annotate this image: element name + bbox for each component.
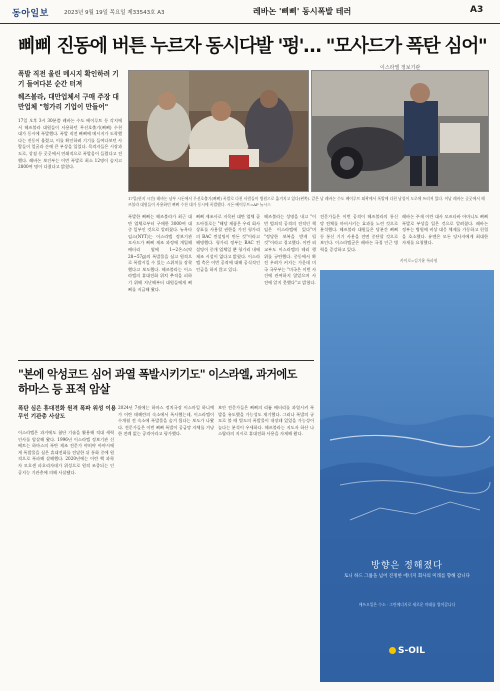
ad-brand-name: S-OIL: [398, 646, 425, 656]
ad-brand-logo: [320, 646, 494, 656]
article-column-1: 폭발한 삐삐는 헤즈볼라가 최근 대만 업체로부터 구매한 3000여 대 중 일부인 것으로 알려졌다. 뉴욕타임스(NYT)는 이스라엘 정보기관 모사드가 삐삐 제조 과정에 개입해 배터리 옆에 1~2온스(약 28~57g)의 폭발물을 심고 원격으로 폭발시킬 수 있는 스위치를 장착했다고 보도했다. 헤즈볼라는 이스라엘의 휴대전화 위치 추적을 피하기 위해 지난해부터 대원들에게 삐삐를 지급해 왔다.: [128, 214, 192, 292]
advertisement[interactable]: [320, 270, 494, 682]
lead-column: [18, 70, 122, 333]
second-story-column-3: 보안 전문가들은 삐삐의 리튬 배터리를 과열시켜 폭발을 유도했을 가능성도 제기했다. 그러나 폭발의 규모로 볼 때 별도의 폭발물이 내장돼 있었을 가능성이 높다는 분석이 우세하다. 헤즈볼라는 지도자 하산 나스랄라의 지시로 휴대전화 사용을 자제해 왔다.: [218, 405, 314, 437]
masthead: [0, 0, 500, 24]
section-divider: [18, 360, 314, 361]
article-column-4: 전문가들은 이번 공격이 헤즈볼라의 통신망 전체를 마비시키는 효과를 노린 것으로 분석했다. 헤즈볼라 대원들은 당분간 삐삐 등 통신 기기 사용을 전면 중단할 것으로 보인다. 이스라엘군은 레바논 국경 인근 병력을 증강하고 있다.: [320, 214, 398, 252]
photo-caption: 17일(현지 시간) 레바논 남부 시돈에서 무선호출기(삐삐) 폭발로 다친 사람들이 병원으로 옮겨지고 있다(왼쪽). 같은 날 레바논 수도 베이루트 외곽에서 폭발에 다친 남성이 도로에 쓰러져 있다. 이날 레바논 곳곳에서 헤즈볼라 대원들이 사용하던 삐삐 수천 대가 동시에 폭발했다. 시돈·베이루트=AP 뉴시스: [128, 196, 485, 207]
ad-title: 방향은 정해졌다: [371, 561, 443, 571]
headline-credit: 이스라엘 정보기관: [380, 65, 421, 71]
second-story-headline: "본에 악성코드 심어 과열 폭발시키기도" 이스라엘, 과거에도 하마스 등 표적 암살: [18, 368, 297, 396]
article-column-5: 레바논 주재 이란 대사 모즈타바 아마니도 삐삐 폭발로 부상을 입은 것으로 알려졌다. 레바논 정부는 병원에 비상 대응 체제를 가동하고 헌혈을 호소했다. 유엔은 모든 당사자에게 최대한 자제를 요청했다.: [402, 214, 488, 246]
brand-dot-icon: [389, 647, 396, 654]
lead-subheading-1: 폭발 직전 울린 메시지 확인하려 기기 들여다본 순간 터져: [18, 70, 119, 88]
lead-subheading-2: 헤즈볼라, 대만업체서 구매 주장 대만업체 "헝가리 기업이 만들어": [18, 93, 119, 111]
article-column-2: 삐삐 제조사로 지목된 대만 업체 골드아폴로는 "해당 제품은 우리 회사 상표를 사용할 권한을 가진 헝가리의 BAC 컨설팅이 만든 것"이라고 해명했다. 헝가리 정부는 BAC 컨설팅이 중개 업체일 뿐 헝가리 내에 제조 시설이 없다고 밝혔다. 이스라엘 측은 이번 공격에 대해 공식적인 언급을 하지 않고 있다.: [196, 214, 260, 272]
news-photo-left: [128, 70, 309, 192]
section-title: 레바논 '삐삐' 동시폭발 테러: [253, 7, 352, 16]
page-number: A3: [470, 5, 484, 15]
ad-copy: 토니 하드 그룹을 넘어 진정한 에너지 회사의 미래를 향해 갑니다: [344, 574, 470, 579]
second-story-column-1: 이스라엘은 과거에도 첨단 기술을 활용해 적대 세력 인사를 암살해 왔다. 1996년 이스라엘 정보기관 신베트는 하마스의 폭탄 제조 전문가 야히야 아야시에게 폭발물을 심은 휴대전화를 전달한 뒤 통화 중에 원격으로 폭파해 살해했다. 2020년에는 이란 핵 과학자 모흐센 파흐리자데가 위성으로 원격 조종되는 인공지능 기관총에 의해 사살됐다.: [18, 430, 114, 475]
byline: 카이로=김기윤 특파원: [400, 258, 438, 263]
ad-small-text: 에쓰오일은 수소 · 그린에너지로 새로운 미래를 열어갑니다: [358, 602, 456, 607]
newspaper-logo: 동아일보: [12, 9, 49, 19]
news-photo-right: [311, 70, 489, 192]
second-story-column-2: 2024년 7월에는 하마스 정치국장 이스마일 하니예가 이란 테헤란의 숙소에서 폭사했는데, 이스라엘이 수개월 전 숙소에 폭발물을 숨겨 뒀다는 보도가 나왔다. 전문가들은 이번 삐삐 폭발이 공급망 자체를 겨냥한 전례 없는 공격이라고 평가했다.: [118, 405, 214, 437]
issue-date: 2023년 9월 19일 목요일 제33543호 A3: [64, 10, 165, 16]
lead-body: 17일 오후 3시 30분쯤 레바논 수도 베이루트 등 각지에서 헤즈볼라 대원들이 사용하던 무선호출기(삐삐) 수천 대가 동시에 폭발했다. 폭발 직전 삐삐에 메시지가 도착했다는 진동이 울렸고, 이를 확인하려 기기를 들여다보던 사람들이 얼굴과 손에 큰 부상을 입었다. 목격자들은 시장과 도로, 상점 등 곳곳에서 연쇄적으로 폭발음이 들렸다고 전했다. 레바논 보건부는 이번 폭발로 최소 12명이 숨지고 2800여 명이 다쳤다고 밝혔다.: [18, 118, 122, 170]
main-headline: 삐삐 진동에 버튼 누르자 동시다발 '펑'… "모사드가 폭탄 심어": [18, 36, 487, 57]
second-story-subheading: 폭탄 심은 휴대전화 원격 폭파 위성 이용 무인 기관총 사살도: [18, 406, 117, 420]
article-column-3: 헤즈볼라는 성명을 내고 "이번 범죄적 공격의 전적인 책임은 이스라엘에 있다"며 "정당한 보복을 받게 될 것"이라고 경고했다. 이란 외교부도 이스라엘의 테러 행위를 규탄했다. 중동에서 확전 우려가 커지는 가운데 미국 국무부는 "미국은 이번 사건에 관여하지 않았으며 사전에 알지 못했다"고 밝혔다.: [264, 214, 316, 285]
